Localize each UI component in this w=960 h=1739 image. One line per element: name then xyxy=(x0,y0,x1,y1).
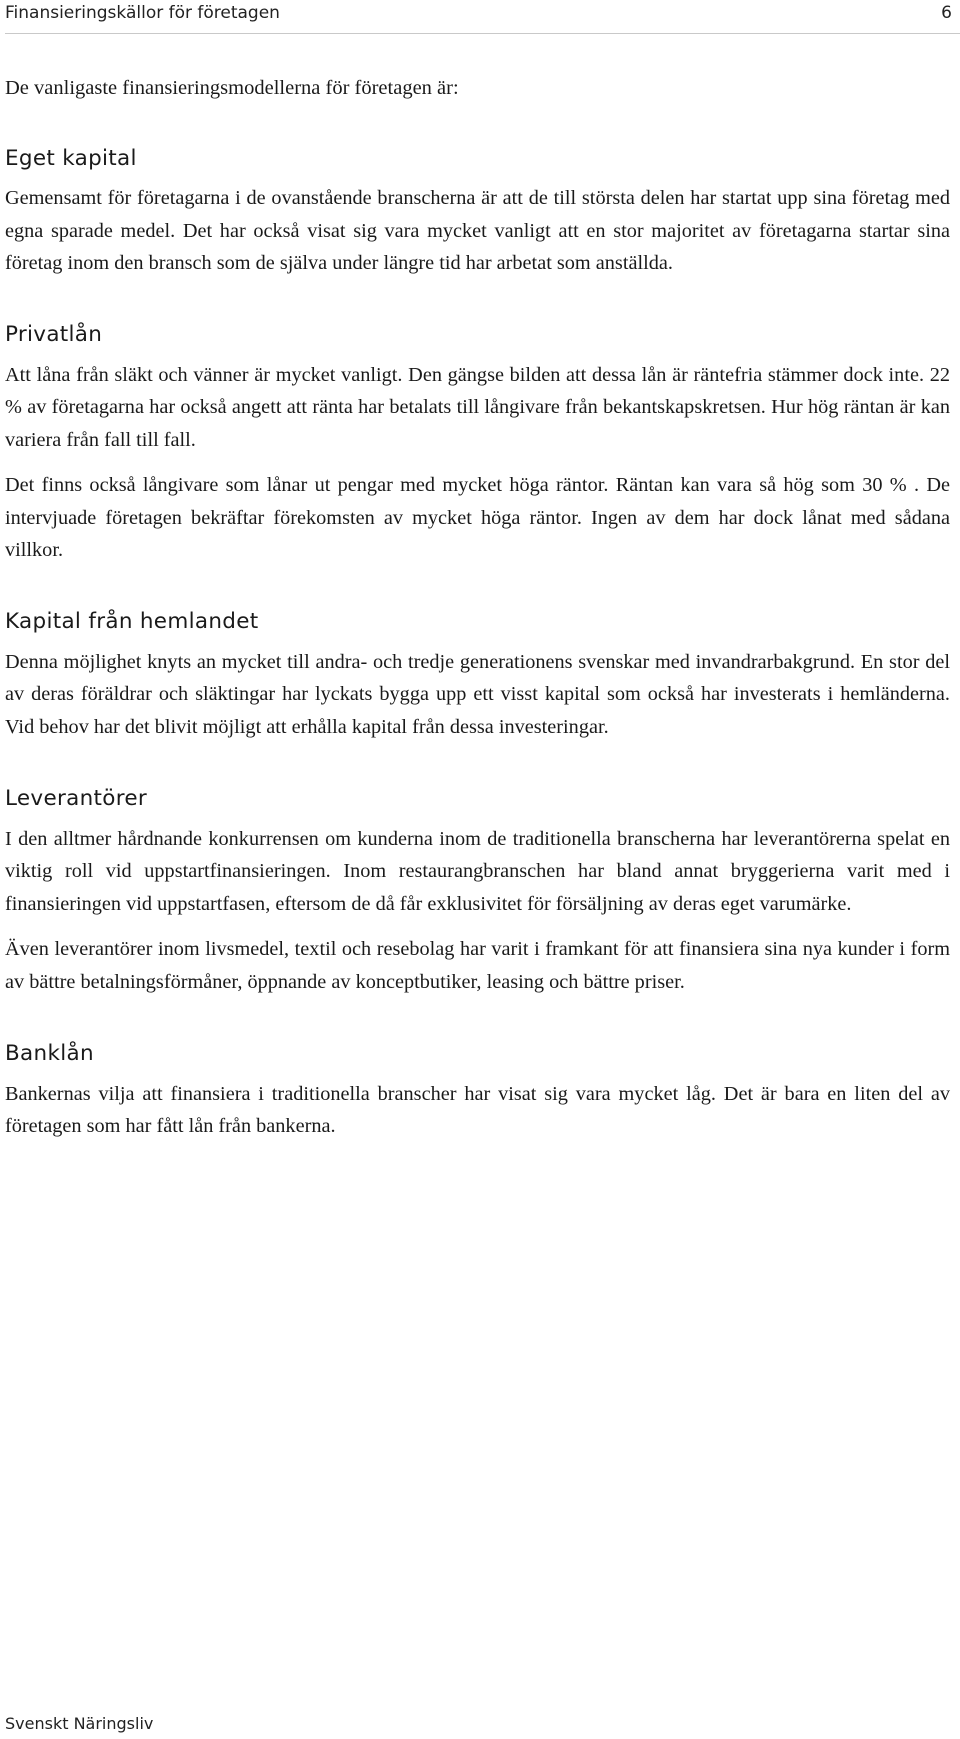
section-heading: Privatlån xyxy=(5,322,103,348)
paragraph: Gemensamt för företagarna i de ovanstående branscherna är att de till största delen har startat upp sina företag med egna sparade medel. Det har också visat sig vara mycket vanligt att en stor majoritet av företagarna startar sina företag inom den bransch som de själva under längre tid har arbetat som anställda. xyxy=(5,187,950,274)
page-number: 6 xyxy=(941,3,952,23)
intro-text: De vanligaste finansieringsmodellerna för företagen är: xyxy=(5,77,459,99)
section-heading: Eget kapital xyxy=(5,145,137,171)
page-footer: Svenskt Näringsliv xyxy=(5,1714,154,1733)
paragraph: Att låna från släkt och vänner är mycket vanligt. Den gängse bilden att dessa lån är räntefria stämmer dock inte. 22 % av företagarna har också angett att ränta har betalats till långivare från bekantskapskretsen. Hur hög räntan är kan variera från fall till fall. xyxy=(5,364,950,451)
page-header xyxy=(0,0,960,34)
paragraph: Det finns också långivare som lånar ut pengar med mycket höga räntor. Räntan kan vara så hög som 30 % . De intervjuade företagen bekräftar förekomsten av mycket höga räntor. Ingen av dem har dock lånat med sådana villkor. xyxy=(5,474,950,562)
paragraph: Denna möjlighet knyts an mycket till andra- och tredje generationens svenskar med invandrarbakgrund. En stor del av deras föräldrar och släktingar har lyckats bygga upp ett visst kapital som också har investerats i hemländerna. Vid behov har det blivit möjligt att erhålla kapital från dessa investeringar. xyxy=(5,651,950,738)
section-kapital-fran-hemlandet xyxy=(5,610,950,743)
section-leverantorer xyxy=(5,787,950,998)
paragraph: Bankernas vilja att finansiera i traditionella branscher har visat sig vara mycket låg. Det är bara en liten del av företagen som har fått lån från bankerna. xyxy=(5,1082,950,1138)
section-heading: Banklån xyxy=(5,1040,94,1066)
main-content xyxy=(5,78,950,1186)
section-heading: Kapital från hemlandet xyxy=(5,609,259,635)
paragraph: I den alltmer hårdnande konkurrensen om kunderna inom de traditionella branscherna har leverantörerna spelat en viktig roll vid uppstartfinansieringen. Inom restaurangbranschen har bland annat bryggerierna varit med i finansieringen vid uppstartfasen, eftersom de då får exklusivitet för försäljning av deras eget varumärke. xyxy=(5,827,950,915)
running-title: Finansieringskällor för företagen xyxy=(5,3,280,23)
section-privatlan xyxy=(5,323,950,566)
section-eget-kapital xyxy=(5,147,950,280)
section-heading: Leverantörer xyxy=(5,786,148,812)
paragraph: Även leverantörer inom livsmedel, textil och resebolag har varit i framkant för att finansiera sina nya kunder i form av bättre betalningsförmåner, öppnande av konceptbutiker, leasing och bättre priser. xyxy=(5,938,950,993)
section-banklan xyxy=(5,1042,950,1142)
header-divider xyxy=(5,33,960,34)
